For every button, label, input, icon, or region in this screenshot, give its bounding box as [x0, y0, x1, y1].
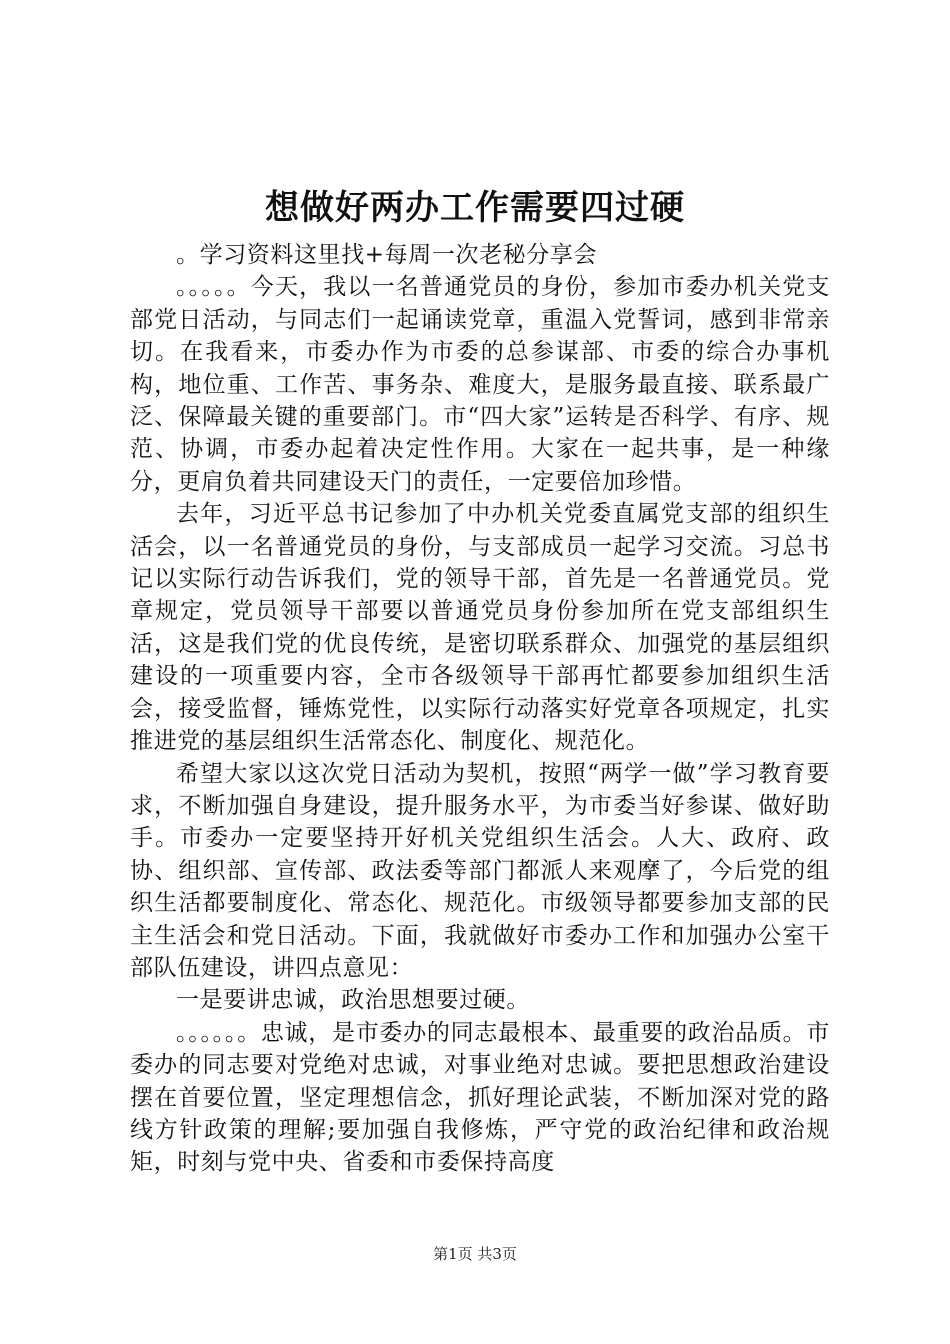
- section-heading: 一是要讲忠诚，政治思想要过硬。: [176, 987, 530, 1014]
- paragraph: 去年，习近平总书记参加了中办机关党委直属党支部的组织生活会，以一名普通党员的身份，与支部成员一起学习交流。习总书记以实际行动告诉我们，党的领导干部，首先是一名普通党员。党章规定，党员领导干部要以普通党员身份参加所在党支部组织生活，这是我们党的优良传统，是密切联系群众、加强党的基层组织建设的一项重要内容，全市各级领导干部再忙都要参加组织生活会，接受监督，锤炼党性，以实际行动落实好党章各项规定，扎实推进党的基层组织生活常态化、制度化、规范化。: [130, 501, 830, 755]
- paragraph: 。。。。。。忠诚，是市委办的同志最根本、最重要的政治品质。市委办的同志要对党绝对忠诚，对事业绝对忠诚。要把思想政治建设摆在首要位置，坚定理想信念，抓好理论武装，不断加深对党的路线方针政策的理解;要加强自我修炼，严守党的政治纪律和政治规矩，时刻与党中央、省委和市委保持高度: [130, 1019, 830, 1176]
- document-title: 想做好两办工作需要四过硬: [265, 188, 685, 228]
- paragraph: 希望大家以这次党日活动为契机，按照“两学一做”学习教育要求，不断加强自身建设，提升服务水平，为市委当好参谋、做好助手。市委办一定要坚持开好机关党组织生活会。人大、政府、政协、组织部、宣传部、政法委等部门都派人来观摩了，今后党的组织生活都要制度化、常态化、规范化。市级领导都要参加支部的民主生活会和党日活动。下面，我就做好市委办工作和加强办公室干部队伍建设，讲四点意见：: [130, 760, 830, 981]
- paragraph: 。。。。。今天，我以一名普通党员的身份，参加市委办机关党支部党日活动，与同志们一起诵读党章，重温入党誓词，感到非常亲切。在我看来，市委办作为市委的总参谋部、市委的综合办事机构，地位重、工作苦、事务杂、难度大，是服务最直接、联系最广泛、保障最关键的重要部门。市“四大家”运转是否科学、有序、规范、协调，市委办起着决定性作用。大家在一起共事，是一种缘分，更肩负着共同建设天门的责任，一定要倍加珍惜。: [130, 274, 830, 495]
- paragraph-intro-note: 。学习资料这里找+每周一次老秘分享会: [176, 242, 598, 268]
- document-body: [130, 239, 830, 1179]
- page-number-footer: 第1页 共3页: [433, 1245, 517, 1263]
